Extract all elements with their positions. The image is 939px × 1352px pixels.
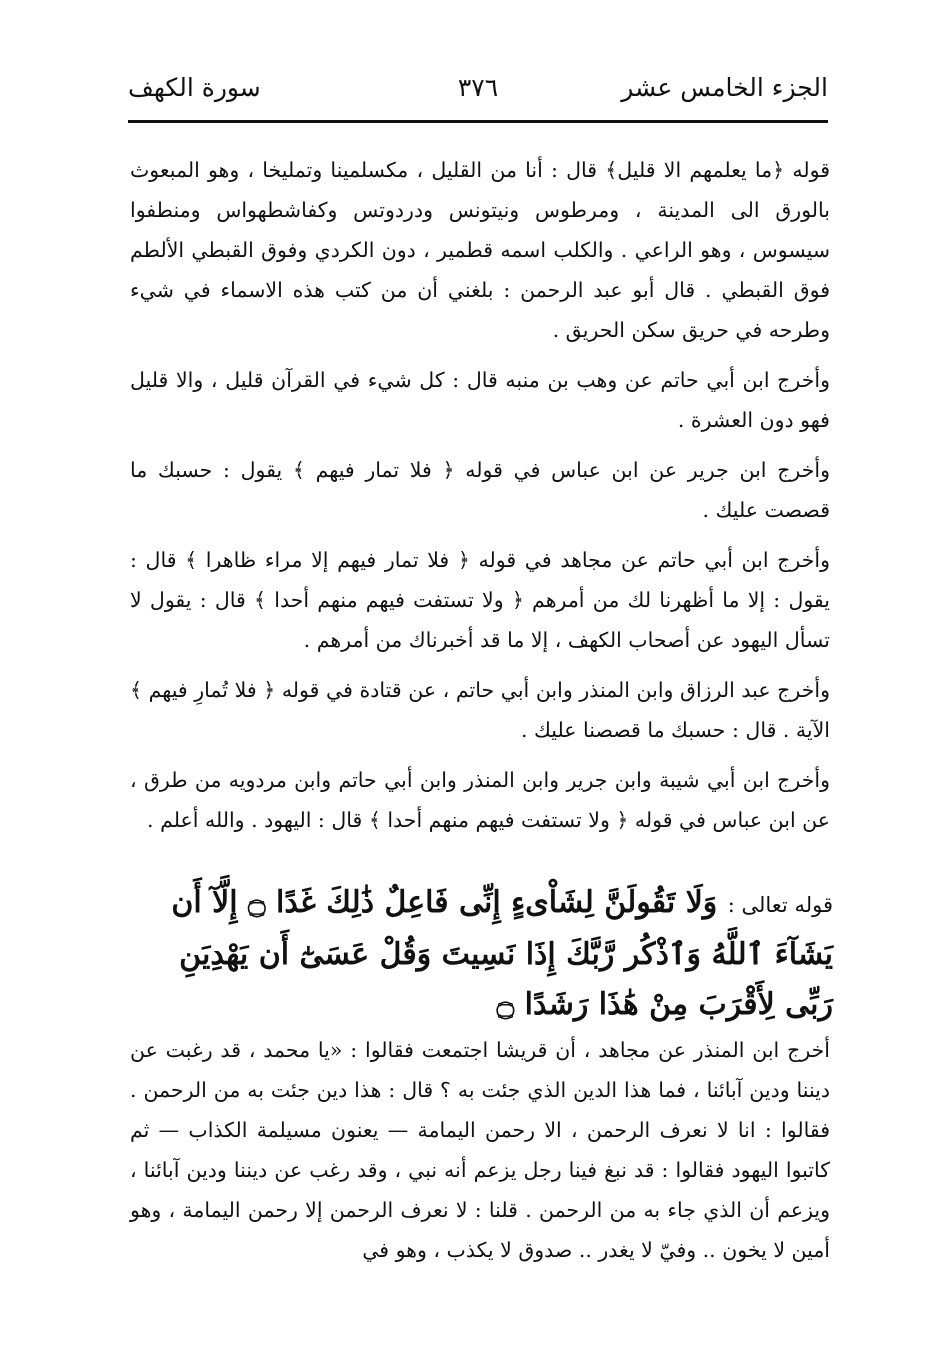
juz-title: الجزء الخامس عشر [621,73,828,102]
page-number: ٣٧٦ [457,73,499,102]
page-header [128,66,828,110]
paragraph: وأخرج ابن أبي حاتم عن مجاهد في قوله ﴿ فلا تمار فيهم إلا مراء ظاهرا ﴾ قال : يقول : إلا ما أظهرنا لك من أمرهم ﴿ ولا تستفت فيهم منهم أحدا ﴾ قال : يقول لا تسأل اليهود عن أصحاب الكهف ، إلا ما قد أخبرناك من أمرهم . [130,548,830,652]
header-rule [128,120,828,123]
verse-text: وَلَا تَقُولَنَّ لِشَاْىءٍ إِنِّى فَاعِلٌ ذَٰلِكَ غَدًا ۝ إِلَّآ أَن يَشَآءَ ٱللَّهُ وَٱذْكُر رَّبَّكَ إِذَا نَسِيتَ وَقُلْ عَسَىٰٓ أَن يَهْدِيَنِ رَبِّى لِأَقْرَبَ مِنْ هَٰذَا رَشَدًا ۝ [171,885,833,1022]
paragraph: وأخرج ابن أبي حاتم عن وهب بن منبه قال : كل شيء في القرآن قليل ، والا قليل فهو دون العشرة . [130,368,830,432]
verse-intro: قوله تعالى : [727,893,833,917]
paragraph: وأخرج ابن جرير عن ابن عباس في قوله ﴿ فلا تمار فيهم ﴾ يقول : حسبك ما قصصت عليك . [130,458,830,522]
paragraph: وأخرج عبد الرزاق وابن المنذر وابن أبي حاتم ، عن قتادة في قوله ﴿ فلا تُمارِ فيهم ﴾ الآية . قال : حسبك ما قصصنا عليك . [130,678,830,742]
paragraph: قوله ﴿ما يعلمهم الا قليل﴾ قال : أنا من القليل ، مكسلمينا وتمليخا ، وهو المبعوث بالورق الى المدينة ، ومرطوس ونيتونس ودردوتس وكفاشطهواس ومنطفوا سيسوس ، وهو الراعي . والكلب اسمه قطمير ، دون الكردي وفوق القبطي الألطم فوق القبطي . قال أبو عبد الرحمن : بلغني أن من كتب هذه الاسماء في شيء وطرحه في حريق سكن الحريق . [130,158,830,342]
commentary-text [130,150,830,840]
verse-commentary [130,1030,830,1270]
paragraph: وأخرج ابن أبي شيبة وابن جرير وابن المنذر وابن أبي حاتم وابن مردويه من طرق ، عن ابن عباس في قوله ﴿ ولا تستفت فيهم منهم أحدا ﴾ قال : اليهود . والله أعلم . [130,768,830,832]
surah-title: سورة الكهف [128,73,261,102]
paragraph: أخرج ابن المنذر عن مجاهد ، أن قريشا اجتمعت فقالوا : «يا محمد ، قد رغبت عن ديننا ودين آبائنا ، فما هذا الدين الذي جئت به ؟ قال : هذا دين جئت به من الرحمن . فقالوا : انا لا نعرف الرحمن ، الا رحمن اليمامة — يعنون مسيلمة الكذاب — ثم كاتبوا اليهود فقالوا : قد نبغ فينا رجل يزعم أنه نبي ، وقد رغب عن ديننا ودين آبائنا ، ويزعم أن الذي جاء به من الرحمن . قلنا : لا نعرف الرحمن إلا رحمن اليمامة ، وهو أمين لا يخون .. وفيّ لا يغدر .. صدوق لا يكذب ، وهو في [130,1038,830,1262]
quran-verse [128,878,833,1030]
